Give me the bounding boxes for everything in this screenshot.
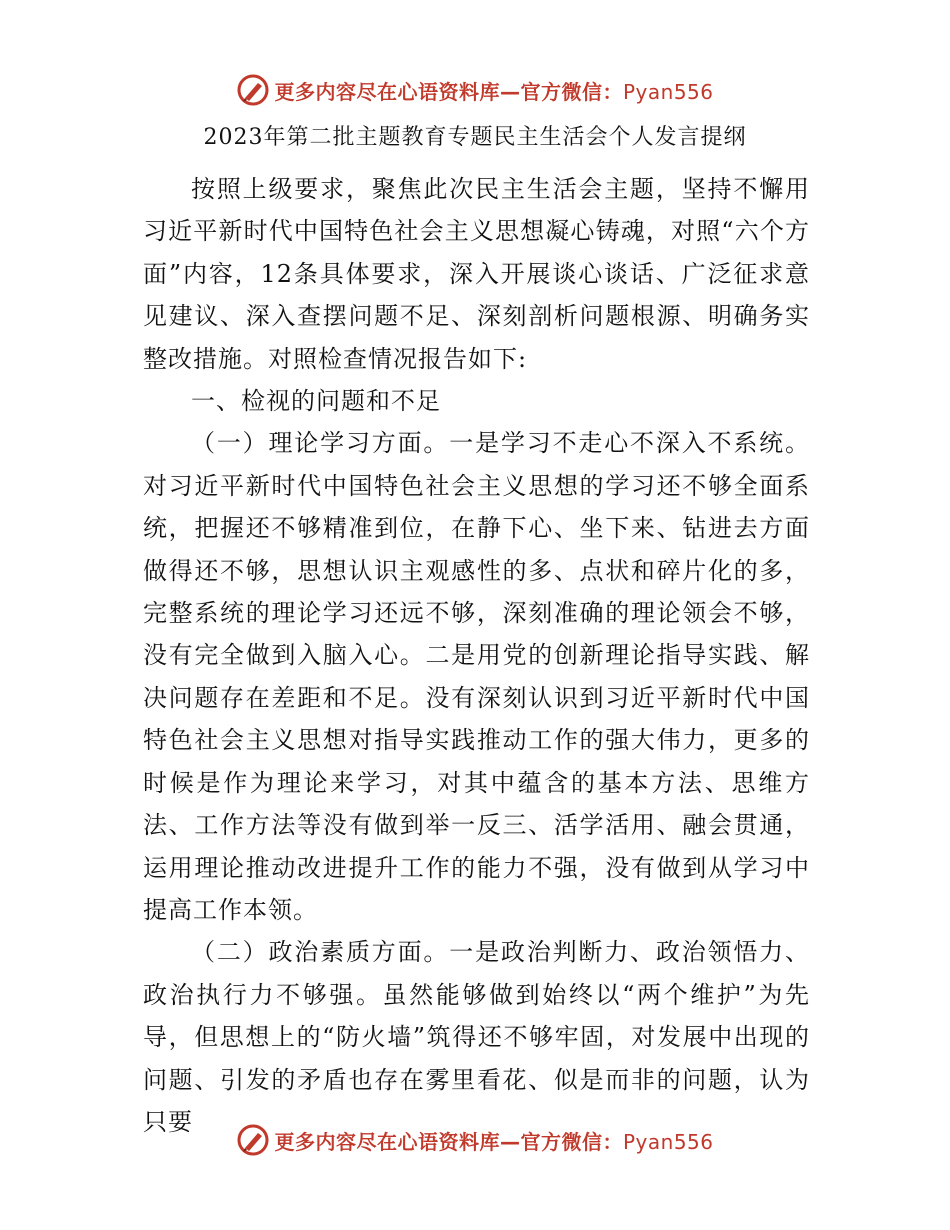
section-heading: 一、检视的问题和不足 <box>191 387 441 416</box>
intro-paragraph: 按照上级要求，聚焦此次民主生活会主题，坚持不懈用习近平新时代中国特色社会主义思想凝心铸魂，对照“六个方面”内容，12条具体要求，深入开展谈心谈话、广泛征求意见建议、深入查摆问题不足、深刻剖析问题根源、明确务实整改措施。对照检查情况报告如下: <box>143 175 810 373</box>
pen-logo-icon <box>236 73 270 107</box>
theory-study-paragraph: （一）理论学习方面。一是学习不走心不深入不系统。对习近平新时代中国特色社会主义思想的学习还不够全面系统，把握还不够精准到位，在静下心、坐下来、钻进去方面做得还不够，思想认识主观感性的多、点状和碎片化的多，完整系统的理论学习还远不够，深刻准确的理论领会不够，没有完全做到入脑入心。二是用党的创新理论指导实践、解决问题存在差距和不足。没有深刻认识到习近平新时代中国特色社会主义思想对指导实践推动工作的强大伟力，更多的时候是作为理论来学习，对其中蕴含的基本方法、思维方法、工作方法等没有做到举一反三、活学活用、融会贯通，运用理论推动改进提升工作的能力不强，没有做到从学习中提高工作本领。 <box>143 429 810 924</box>
political-quality-paragraph: （二）政治素质方面。一是政治判断力、政治领悟力、政治执行力不够强。虽然能够做到始终以“两个维护”为先导，但思想上的“防火墙”筑得还不够牢固，对发展中出现的问题、引发的矛盾也存在雾里看花、似是而非的问题，认为只要 <box>143 938 810 1136</box>
watermark-footer <box>0 1120 950 1160</box>
watermark-text: 更多内容尽在心语资料库—官方微信：Pyan556 <box>274 79 714 104</box>
watermark-header <box>0 70 950 110</box>
document-title: 2023年第二批主题教育专题民主生活会个人发言提纲 <box>203 125 747 150</box>
pen-logo-icon <box>236 1123 270 1157</box>
document-body <box>143 168 810 1143</box>
watermark-text: 更多内容尽在心语资料库—官方微信：Pyan556 <box>274 1129 714 1154</box>
